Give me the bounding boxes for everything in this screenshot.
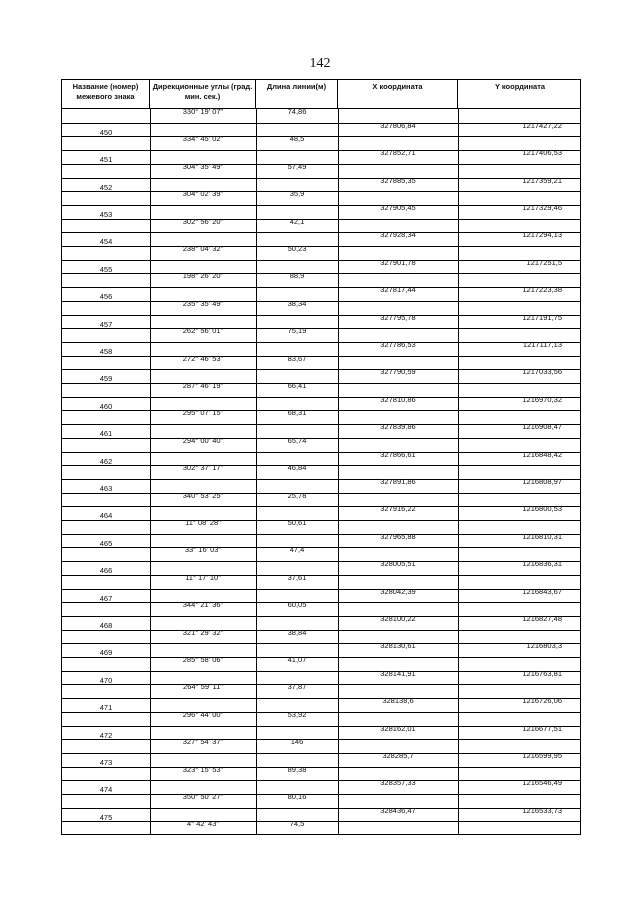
boundary-point-name: 469 — [99, 648, 113, 658]
table-header — [61, 79, 581, 109]
y-coordinate: 1216908,47 — [522, 422, 562, 432]
line-length: 46,84 — [287, 463, 307, 473]
direction-angle: 327° 54' 37" — [182, 737, 224, 747]
boundary-point-name: 458 — [99, 346, 113, 356]
boundary-point-name: 452 — [99, 182, 113, 192]
boundary-point-name: 461 — [99, 429, 113, 439]
y-coordinate: 1216533,73 — [522, 805, 562, 815]
x-coordinate: 328138,6 — [382, 696, 414, 706]
line-length: 50,61 — [287, 518, 307, 527]
y-coordinate: 1216800,53 — [522, 504, 562, 514]
boundary-point-name: 471 — [99, 703, 113, 713]
y-coordinate: 1216546,49 — [522, 778, 562, 788]
boundary-point-name: 457 — [99, 319, 113, 329]
direction-angle: 294° 00' 40" — [182, 435, 224, 445]
header-angles: Дирекционные углы (град. мин. сек.) — [150, 80, 256, 109]
line-length: 48,5 — [289, 134, 305, 144]
x-coordinate: 328042,39 — [380, 586, 416, 596]
x-coordinate: 328436,47 — [380, 805, 416, 815]
direction-angle: 272° 46' 53" — [182, 353, 224, 363]
x-coordinate: 328005,51 — [380, 559, 416, 569]
table-body — [61, 109, 581, 835]
x-coordinate: 327790,59 — [380, 367, 416, 377]
line-length: 83,67 — [287, 353, 307, 363]
direction-angle: 334° 45' 02" — [182, 134, 224, 144]
y-coordinate: 1217223,38 — [522, 285, 562, 295]
y-coordinate: 1217294,13 — [522, 230, 562, 240]
x-coordinate: 327916,22 — [380, 504, 416, 514]
y-coordinate: 1217406,53 — [522, 148, 562, 158]
direction-angle: 340° 53' 25" — [182, 490, 224, 500]
y-coordinate: 1216803,3 — [526, 641, 562, 651]
line-length: 74,5 — [289, 819, 305, 829]
line-length: 57,49 — [287, 161, 307, 171]
boundary-point-name: 466 — [99, 566, 113, 576]
direction-angle: 285° 58' 06" — [182, 655, 224, 664]
direction-angle: 296° 44' 00" — [182, 709, 224, 719]
boundary-point-name: 467 — [99, 593, 113, 603]
boundary-point-name: 474 — [99, 785, 113, 795]
direction-angle: 262° 56' 01" — [182, 326, 224, 336]
x-coordinate: 327817,44 — [380, 285, 416, 295]
y-coordinate: 1216848,42 — [522, 449, 562, 459]
y-coordinate: 1217329,46 — [522, 202, 562, 212]
x-coordinate: 328357,33 — [380, 778, 416, 788]
x-coordinate: 328285,7 — [382, 750, 414, 760]
line-length: 38,84 — [287, 627, 307, 637]
boundary-point-name: 475 — [99, 812, 113, 822]
y-coordinate: 1216827,48 — [522, 613, 562, 623]
line-length: 37,87 — [287, 682, 307, 692]
direction-angle: 321° 29' 32" — [182, 627, 224, 637]
direction-angle: 11° 08' 28" — [185, 518, 221, 527]
direction-angle: 350° 50' 27" — [182, 792, 224, 801]
boundary-point-name: 462 — [99, 456, 113, 466]
boundary-point-name: 453 — [99, 209, 113, 219]
y-coordinate: 1217251,5 — [526, 257, 562, 267]
x-coordinate: 327839,86 — [380, 422, 416, 432]
y-coordinate: 1216810,31 — [522, 531, 562, 541]
x-coordinate: 327866,61 — [380, 449, 416, 459]
y-coordinate: 1216599,95 — [522, 750, 562, 760]
direction-angle: 198° 26' 20" — [182, 271, 224, 281]
coordinates-table — [61, 79, 581, 835]
boundary-point-name: 454 — [99, 237, 113, 247]
x-coordinate: 328162,01 — [380, 723, 416, 733]
line-length: 47,4 — [289, 545, 305, 555]
header-name: Название (номер) межевого знака — [62, 80, 150, 109]
boundary-point-name: 463 — [99, 483, 113, 493]
direction-angle: 238° 04' 32" — [182, 244, 224, 253]
line-length: 88,9 — [289, 271, 305, 281]
line-length: 74,86 — [287, 107, 307, 116]
boundary-point-name: 468 — [99, 620, 113, 630]
line-length: 75,19 — [287, 326, 307, 336]
x-coordinate: 327901,78 — [380, 257, 416, 267]
y-coordinate: 1217033,56 — [522, 367, 562, 377]
y-coordinate: 1216843,67 — [522, 586, 562, 596]
x-coordinate: 327885,35 — [380, 175, 416, 185]
y-coordinate: 1216726,06 — [522, 696, 562, 706]
boundary-point-name: 455 — [99, 264, 113, 274]
x-coordinate: 327965,88 — [380, 531, 416, 541]
y-coordinate: 1217117,13 — [522, 339, 562, 349]
direction-angle: 11° 17' 10" — [185, 572, 221, 582]
line-length: 35,9 — [289, 189, 305, 199]
x-coordinate: 328141,91 — [380, 668, 416, 678]
header-length: Длина линии(м) — [256, 80, 338, 109]
x-coordinate: 328100,22 — [380, 613, 416, 623]
direction-angle: 264° 59' 11" — [183, 682, 223, 692]
direction-angle: 304° 02' 39" — [182, 189, 224, 199]
line-length: 25,78 — [287, 490, 307, 500]
header-y: Y координата — [494, 82, 546, 91]
x-coordinate: 328130,61 — [380, 641, 416, 651]
line-length: 65,74 — [287, 435, 307, 445]
boundary-point-name: 456 — [99, 292, 113, 302]
y-coordinate: 1216808,97 — [522, 476, 562, 486]
y-coordinate: 1216836,31 — [522, 559, 562, 569]
direction-angle: 323° 15' 53" — [182, 764, 224, 774]
direction-angle: 4° 42' 43" — [186, 819, 220, 829]
direction-angle: 235° 35' 49" — [182, 298, 224, 308]
x-coordinate: 327810,86 — [380, 394, 416, 404]
line-length: 68,31 — [287, 408, 307, 418]
y-coordinate: 1216677,51 — [522, 723, 562, 733]
x-coordinate: 327795,78 — [380, 312, 416, 322]
header-x: X координата — [338, 80, 458, 109]
line-length: 89,38 — [287, 764, 307, 774]
boundary-point-name: 464 — [99, 511, 113, 521]
direction-angle: 295° 07' 15" — [182, 408, 224, 418]
direction-angle: 330° 19' 07" — [182, 107, 224, 116]
line-length: 37,61 — [287, 572, 307, 582]
page-number: 142 — [309, 56, 331, 71]
x-coordinate: 327905,45 — [380, 202, 416, 212]
x-coordinate: 327806,84 — [380, 120, 416, 130]
direction-angle: 287° 46' 19" — [182, 381, 224, 390]
line-length: 50,23 — [287, 244, 307, 253]
boundary-point-name: 472 — [99, 730, 113, 740]
direction-angle: 33° 16' 03" — [184, 545, 222, 555]
boundary-point-name: 473 — [99, 757, 113, 767]
x-coordinate: 327891,86 — [380, 476, 416, 486]
x-coordinate: 327928,34 — [380, 230, 416, 240]
direction-angle: 302° 56' 20" — [182, 216, 224, 226]
y-coordinate: 1216763,81 — [522, 668, 562, 678]
direction-angle: 304° 35' 49" — [182, 161, 224, 171]
x-coordinate: 327786,53 — [380, 339, 416, 349]
line-length: 42,1 — [289, 216, 305, 226]
line-length: 60,05 — [287, 600, 307, 610]
x-coordinate: 327852,71 — [380, 148, 416, 158]
direction-angle: 344° 21' 36" — [182, 600, 224, 610]
y-coordinate: 1217191,75 — [522, 312, 562, 322]
line-length: 80,16 — [287, 792, 307, 801]
y-coordinate: 1217427,22 — [522, 120, 562, 130]
boundary-point-name: 451 — [99, 155, 113, 165]
line-length: 146 — [290, 737, 304, 747]
direction-angle: 302° 37' 17" — [182, 463, 224, 473]
line-length: 53,92 — [287, 709, 307, 719]
y-coordinate: 1217359,21 — [522, 175, 562, 185]
boundary-point-name: 459 — [99, 374, 113, 384]
line-length: 38,34 — [287, 298, 307, 308]
boundary-point-name: 465 — [99, 538, 113, 548]
boundary-point-name: 450 — [99, 127, 113, 137]
y-coordinate: 1216970,32 — [522, 394, 562, 404]
boundary-point-name: 470 — [99, 675, 113, 685]
line-length: 41,07 — [287, 655, 307, 664]
line-length: 66,41 — [287, 381, 307, 390]
boundary-point-name: 460 — [99, 401, 113, 411]
